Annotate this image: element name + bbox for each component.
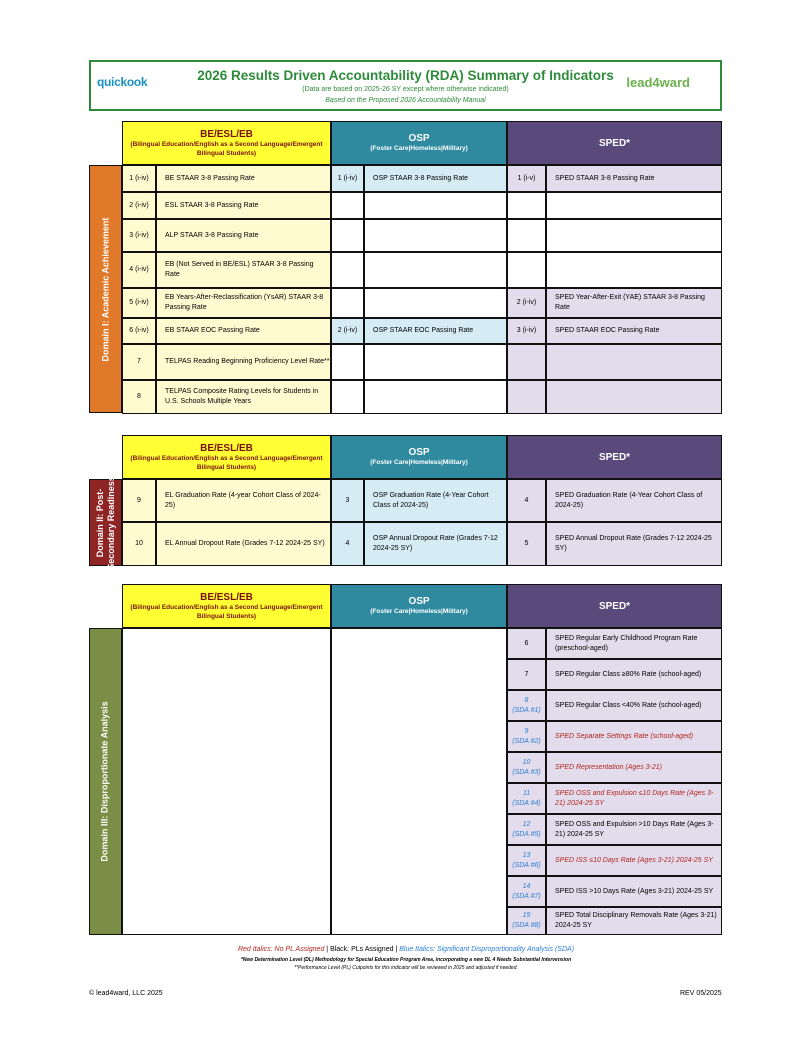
sda-tag: (SDA #1) [512, 706, 541, 714]
cell-be-num: 4 (i-iv) [122, 252, 156, 288]
cell-sped-text [546, 344, 722, 380]
header-box [89, 60, 722, 111]
cell-osp-text [364, 219, 507, 252]
cell-be-num: 9 [122, 479, 156, 522]
indicator-num: 8 [524, 696, 529, 704]
cell-sped-num: 1 (i-v) [507, 165, 546, 192]
indicator-num-wrap [512, 727, 541, 747]
indicator-num-wrap [512, 851, 541, 871]
d3-header-sped [507, 584, 722, 628]
cell-sped-text [546, 219, 722, 252]
cell-osp-text [364, 344, 507, 380]
be-title: BE/ESL/EB [200, 442, 253, 454]
domain-2-label [89, 475, 122, 570]
domain-3-label [89, 628, 122, 935]
cell-osp-num [331, 380, 364, 414]
legend-blue: Blue Italics: Significant Disproportionality Analysis (SDA) [399, 946, 575, 953]
cell-osp-text [364, 380, 507, 414]
indicator-num-wrap [525, 670, 529, 680]
cell-osp-num [331, 344, 364, 380]
osp-title: OSP [408, 133, 430, 144]
be-title: BE/ESL/EB [200, 591, 253, 603]
sped-indicator-number [507, 783, 546, 814]
indicator-num-wrap [512, 911, 541, 931]
domain-2-line1: Domain II: Post- [94, 488, 105, 557]
sda-tag: (SDA #4) [512, 799, 541, 807]
cell-sped-num [507, 219, 546, 252]
cell-sped-text: SPED STAAR 3-8 Passing Rate [546, 165, 722, 192]
sped-indicator-text: SPED Regular Class <40% Rate (school-aged) [546, 690, 722, 721]
sped-title: SPED* [598, 451, 631, 463]
legend-sep: | [324, 946, 331, 953]
cell-be-text: EL Graduation Rate (4-year Cohort Class of 2024-25) [156, 479, 331, 522]
cell-be-text: ALP STAAR 3-8 Passing Rate [156, 219, 331, 252]
page-title: 2026 Results Driven Accountability (RDA) Summary of Indicators [197, 68, 614, 83]
indicator-num: 9 [524, 727, 529, 735]
cell-be-num: 3 (i-iv) [122, 219, 156, 252]
revision-date: REV 05/2025 [680, 990, 722, 997]
cell-sped-num [507, 192, 546, 219]
domain-3-text: Domain III: Disproportionate Analysis [100, 701, 111, 862]
cell-osp-num: 3 [331, 479, 364, 522]
cell-sped-num [507, 380, 546, 414]
cell-sped-num: 5 [507, 522, 546, 566]
d3-header-osp [331, 584, 507, 628]
be-title: BE/ESL/EB [200, 128, 253, 140]
sped-indicator-text: SPED Regular Class ≥80% Rate (school-aged) [546, 659, 722, 690]
cell-sped-text [546, 380, 722, 414]
be-subtitle: (Bilingual Education/English as a Second Language/Emergent Bilingual Students) [130, 603, 323, 620]
sped-indicator-text: SPED Total Disciplinary Removals Rate (Ages 3-21) 2024-25 SY [546, 907, 722, 935]
cell-osp-num: 4 [331, 522, 364, 566]
indicator-num-wrap [525, 639, 529, 649]
cell-osp-num [331, 192, 364, 219]
sped-indicator-number [507, 814, 546, 845]
cell-sped-text: SPED STAAR EOC Passing Rate [546, 318, 722, 344]
osp-subtitle: (Foster Care|Homeless|Military) [370, 145, 468, 152]
d2-header-be [122, 435, 331, 479]
cell-osp-text [364, 192, 507, 219]
cell-be-text: EB (Not Served in BE/ESL) STAAR 3-8 Passing Rate [156, 252, 331, 288]
cell-be-num: 10 [122, 522, 156, 566]
indicator-num: 6 [524, 639, 529, 647]
sped-indicator-text: SPED ISS ≤10 Days Rate (Ages 3-21) 2024-25 SY [546, 845, 722, 876]
sda-tag: (SDA #5) [512, 830, 541, 838]
indicator-num: 10 [522, 758, 531, 766]
cell-be-num: 6 (i-iv) [122, 318, 156, 344]
domain-3-be-empty [122, 628, 331, 935]
sped-indicator-text: SPED Representation (Ages 3-21) [546, 752, 722, 783]
indicator-num: 14 [522, 882, 531, 890]
sped-indicator-text: SPED Regular Early Childhood Program Rate (preschool-aged) [546, 628, 722, 659]
indicator-num-wrap [512, 789, 541, 809]
copyright: © lead4ward, LLC 2025 [89, 990, 163, 997]
cell-sped-text [546, 252, 722, 288]
page-subtitle-2: Based on the Proposed 2026 Accountability Manual [325, 97, 486, 104]
cell-sped-num: 3 (i-iv) [507, 318, 546, 344]
cell-sped-text [546, 192, 722, 219]
sped-indicator-number [507, 659, 546, 690]
lead4ward-logo: lead4ward [626, 75, 690, 90]
d1-header-be [122, 121, 331, 165]
sped-indicator-number [507, 752, 546, 783]
cell-osp-text: OSP Annual Dropout Rate (Grades 7-12 2024-25 SY) [364, 522, 507, 566]
sda-tag: (SDA #3) [512, 768, 541, 776]
be-subtitle: (Bilingual Education/English as a Second Language/Emergent Bilingual Students) [130, 454, 323, 471]
d3-header-be [122, 584, 331, 628]
cell-be-text: EB STAAR EOC Passing Rate [156, 318, 331, 344]
cell-be-num: 1 (i-iv) [122, 165, 156, 192]
domain-2-line2: Secondary Readiness [105, 475, 116, 570]
cell-osp-text: OSP STAAR EOC Passing Rate [364, 318, 507, 344]
domain-3-osp-empty [331, 628, 507, 935]
cell-sped-num [507, 344, 546, 380]
d1-header-sped [507, 121, 722, 165]
indicator-num-wrap [512, 882, 541, 902]
sped-indicator-number [507, 721, 546, 752]
cell-osp-text: OSP Graduation Rate (4-Year Cohort Class of 2024-25) [364, 479, 507, 522]
indicator-num-wrap [512, 696, 541, 716]
cell-osp-num [331, 288, 364, 318]
indicator-num: 12 [522, 820, 531, 828]
domain-2-text [95, 476, 117, 570]
d2-header-sped [507, 435, 722, 479]
osp-title: OSP [408, 447, 430, 458]
cell-be-text: TELPAS Composite Rating Levels for Students in U.S. Schools Multiple Years [156, 380, 331, 414]
sped-indicator-text: SPED ISS >10 Days Rate (Ages 3-21) 2024-25 SY [546, 876, 722, 907]
cell-be-text: BE STAAR 3-8 Passing Rate [156, 165, 331, 192]
sped-indicator-text: SPED OSS and Expulsion ≤10 Days Rate (Ages 3-21) 2024-25 SY [546, 783, 722, 814]
cell-be-num: 2 (i-iv) [122, 192, 156, 219]
cell-be-text: TELPAS Reading Beginning Proficiency Level Rate** [156, 344, 331, 380]
cell-osp-num [331, 252, 364, 288]
sda-tag: (SDA #7) [512, 892, 541, 900]
cell-osp-text [364, 288, 507, 318]
d1-header-osp [331, 121, 507, 165]
page-subtitle: (Data are based on 2025-26 SY except where otherwise indicated) [302, 86, 509, 93]
cell-sped-text: SPED Year-After-Exit (YAE) STAAR 3-8 Passing Rate [546, 288, 722, 318]
legend [0, 946, 812, 953]
footnote-1: *New Determination Level (DL) Methodology for Special Education Program Area, incorporating a new DL 4 Needs Substantial Intervension [240, 957, 572, 963]
cell-sped-text: SPED Graduation Rate (4-Year Cohort Class of 2024-25) [546, 479, 722, 522]
be-subtitle: (Bilingual Education/English as a Second Language/Emergent Bilingual Students) [130, 140, 323, 157]
indicator-num: 15 [522, 912, 531, 919]
cell-be-text: EB Years-After-Reclassification (YsAR) STAAR 3-8 Passing Rate [156, 288, 331, 318]
indicator-num: 7 [524, 670, 529, 678]
cell-osp-num: 2 (i-iv) [331, 318, 364, 344]
sda-tag: (SDA #2) [512, 737, 541, 745]
sda-tag: (SDA #6) [512, 861, 541, 869]
domain-1-label [89, 165, 122, 413]
cell-be-num: 8 [122, 380, 156, 414]
osp-subtitle: (Foster Care|Homeless|Military) [370, 608, 468, 615]
indicator-num: 11 [522, 789, 531, 797]
cell-be-num: 7 [122, 344, 156, 380]
cell-osp-num [331, 219, 364, 252]
sped-indicator-number [507, 876, 546, 907]
sped-title: SPED* [598, 137, 631, 149]
sped-indicator-text: SPED OSS and Expulsion >10 Days Rate (Ages 3-21) 2024-25 SY [546, 814, 722, 845]
legend-red: Red Italics: No PL Assigned [237, 946, 325, 953]
legend-black: Black: PLs Assigned [330, 946, 394, 953]
cell-be-text: EL Annual Dropout Rate (Grades 7-12 2024-25 SY) [156, 522, 331, 566]
cell-sped-num [507, 252, 546, 288]
sda-tag: (SDA #8) [512, 922, 541, 929]
cell-sped-num: 2 (i-iv) [507, 288, 546, 318]
indicator-num-wrap [512, 820, 541, 840]
sped-indicator-number [507, 907, 546, 935]
cell-osp-num: 1 (i-iv) [331, 165, 364, 192]
quicklook-logo: quickook [97, 75, 148, 89]
sped-indicator-text: SPED Separate Settings Rate (school-aged) [546, 721, 722, 752]
indicator-num: 13 [522, 851, 531, 859]
osp-title: OSP [408, 596, 430, 607]
cell-osp-text [364, 252, 507, 288]
cell-osp-text: OSP STAAR 3-8 Passing Rate [364, 165, 507, 192]
cell-sped-text: SPED Annual Dropout Rate (Grades 7-12 2024-25 SY) [546, 522, 722, 566]
sped-indicator-number [507, 690, 546, 721]
d2-header-osp [331, 435, 507, 479]
domain-1-text: Domain I: Academic Achievement [100, 217, 111, 361]
sped-indicator-number [507, 628, 546, 659]
footnote-2: **Performance Level (PL) Cutpoints for this indicator will be reviewed in 2025 and adjusted if needed. [294, 965, 518, 971]
legend-sep: | [393, 946, 400, 953]
indicator-num-wrap [512, 758, 541, 778]
sped-title: SPED* [598, 600, 631, 612]
cell-be-num: 5 (i-iv) [122, 288, 156, 318]
cell-be-text: ESL STAAR 3-8 Passing Rate [156, 192, 331, 219]
sped-indicator-number [507, 845, 546, 876]
osp-subtitle: (Foster Care|Homeless|Military) [370, 459, 468, 466]
cell-sped-num: 4 [507, 479, 546, 522]
